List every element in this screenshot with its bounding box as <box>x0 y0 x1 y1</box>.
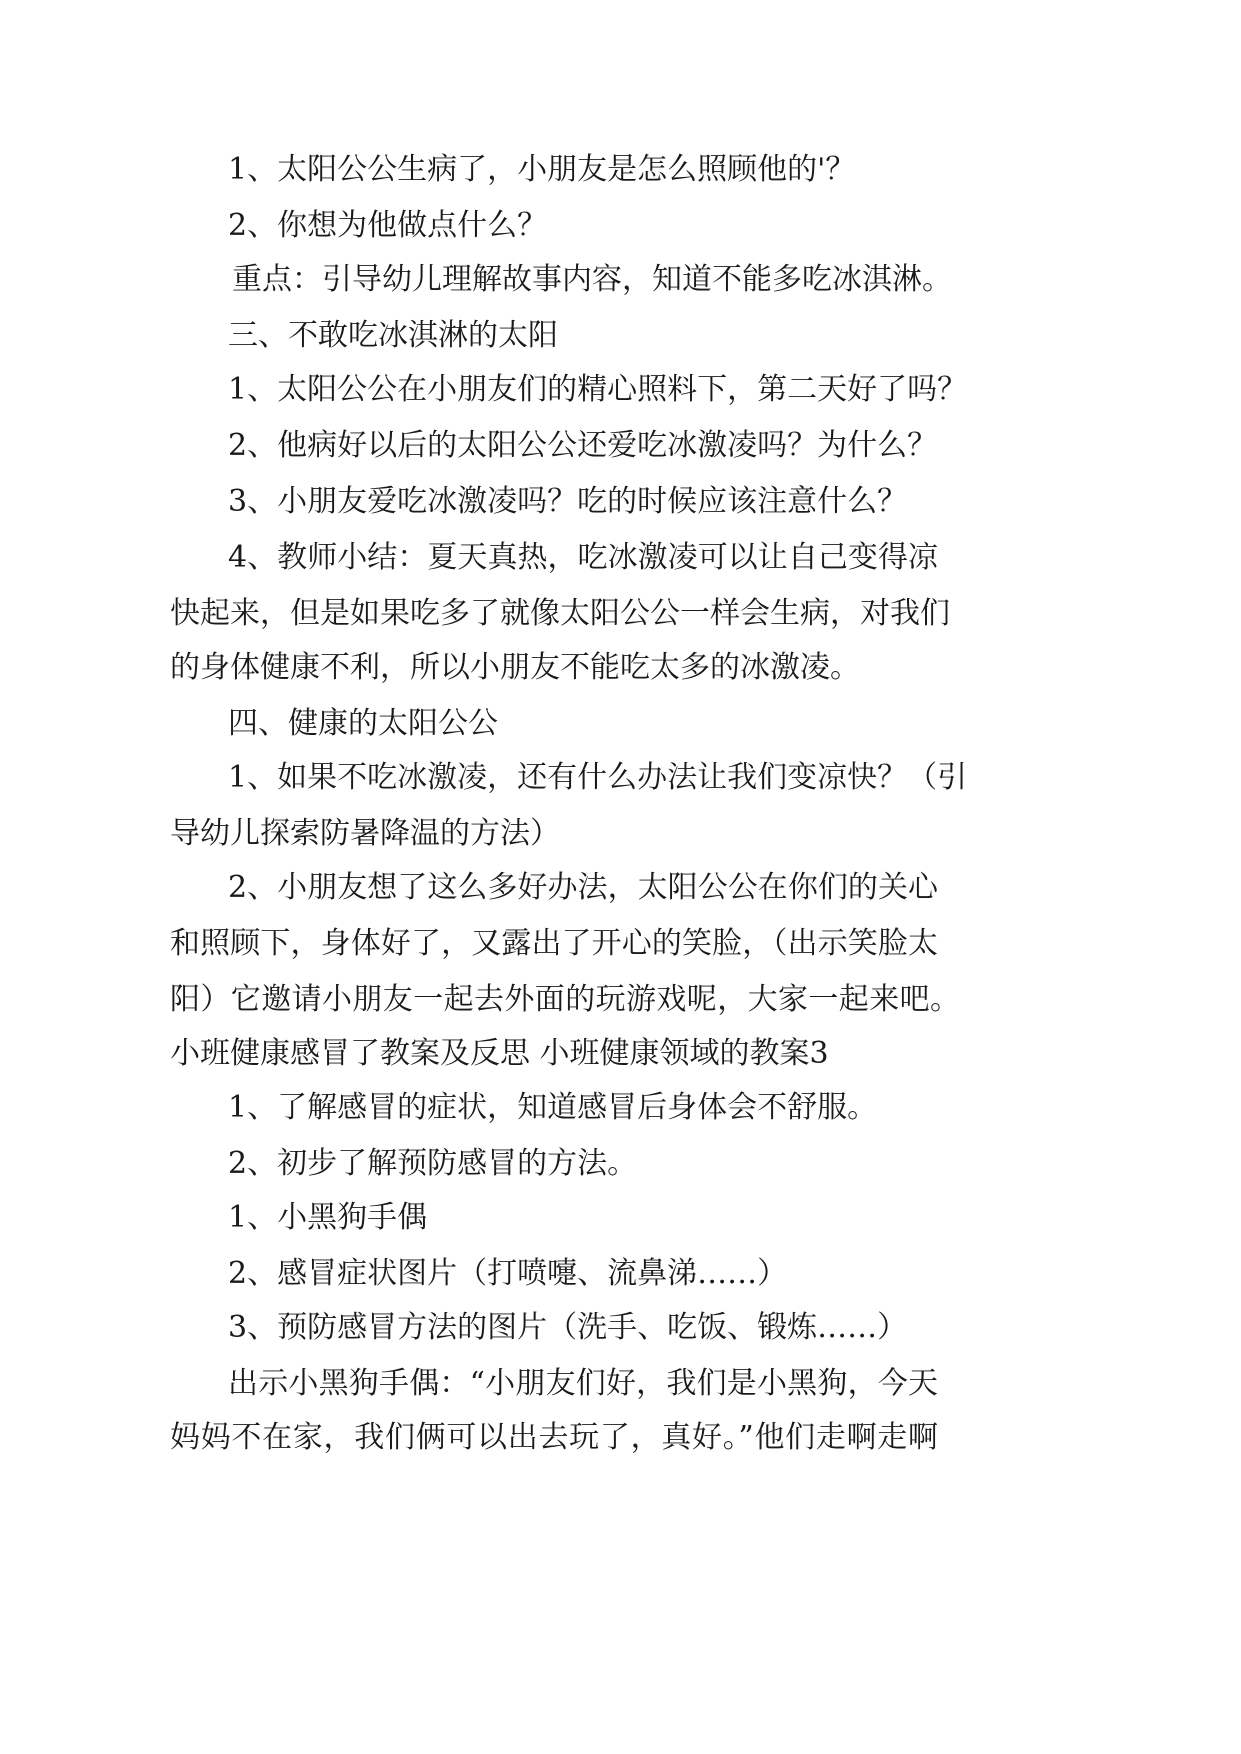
text-line: 1、如果不吃冰激凌，还有什么办法让我们变凉快？（引 <box>228 760 968 795</box>
text-line: 重点：引导幼儿理解故事内容，知道不能多吃冰淇淋。 <box>232 262 952 297</box>
text-line: 2、感冒症状图片（打喷嚏、流鼻涕……） <box>228 1256 788 1291</box>
text-line: 2、你想为他做点什么？ <box>228 208 548 243</box>
text-line: 和照顾下，身体好了，又露出了开心的笑脸，（出示笑脸太 <box>170 926 938 961</box>
text-line: 妈妈不在家，我们俩可以出去玩了，真好。”他们走啊走啊 <box>170 1420 938 1455</box>
text-line: 2、初步了解预防感冒的方法。 <box>228 1146 638 1181</box>
section-heading: 四、健康的太阳公公 <box>228 706 498 741</box>
text-line: 3、小朋友爱吃冰激凌吗？吃的时候应该注意什么？ <box>228 484 908 519</box>
text-line: 1、小黑狗手偶 <box>228 1200 428 1235</box>
text-line: 2、小朋友想了这么多好办法，太阳公公在你们的关心 <box>228 870 938 905</box>
text-line: 导幼儿探索防暑降温的方法） <box>170 816 560 851</box>
text-line: 阳）它邀请小朋友一起去外面的玩游戏呢，大家一起来吧。 <box>170 982 960 1017</box>
text-line: 4、教师小结：夏天真热，吃冰激凌可以让自己变得凉 <box>228 540 938 575</box>
text-line: 快起来，但是如果吃多了就像太阳公公一样会生病，对我们 <box>170 596 950 631</box>
section-heading: 三、不敢吃冰淇淋的太阳 <box>228 318 558 353</box>
text-line: 3、预防感冒方法的图片（洗手、吃饭、锻炼……） <box>228 1310 908 1345</box>
document-title: 小班健康感冒了教案及反思 小班健康领域的教案3 <box>170 1036 829 1071</box>
text-line: 2、他病好以后的太阳公公还爱吃冰激凌吗？为什么？ <box>228 428 938 463</box>
text-line: 1、了解感冒的症状，知道感冒后身体会不舒服。 <box>228 1090 878 1125</box>
text-line: 1、太阳公公生病了，小朋友是怎么照顾他的'？ <box>228 152 856 187</box>
text-line: 的身体健康不利，所以小朋友不能吃太多的冰激凌。 <box>170 650 860 685</box>
text-line: 出示小黑狗手偶：“小朋友们好，我们是小黑狗，今天 <box>228 1366 938 1401</box>
text-line: 1、太阳公公在小朋友们的精心照料下，第二天好了吗？ <box>228 372 968 407</box>
